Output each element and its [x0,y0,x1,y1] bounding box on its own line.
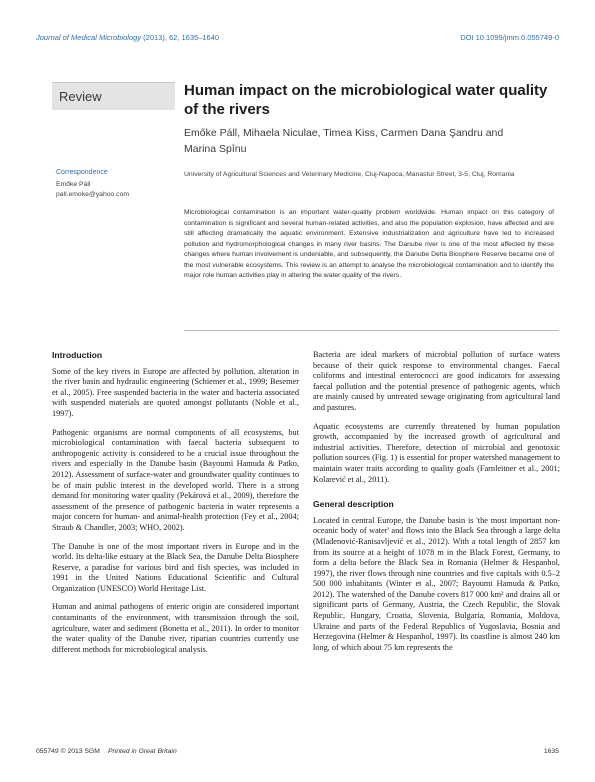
copyright-code: 055749 © 2013 SGM [36,748,100,755]
correspondence-name: Emőke Páll [56,181,91,188]
body-column-left [52,350,299,663]
body-paragraph: Located in central Europe, the Danube basin is 'the most important non-oceanic body of water' and flows into the Black Sea through a large delta (Mladenović-Ranisavljević et al., 2012). With a total length of 2857 km from its source at a height of 1078 m in the Black Forest, Germany, to form a delta before the Black Sea in Romania (Helmer & Hespanhol, 1997), the river flows through nine countries and five capitals with 0.5–2 500 000 inhabitants (Winter et al., 2007; Bayoumi Hamuda & Patko, 2012). The watershed of the Danube covers 817 000 km² and drains all or significant parts of Germany, Austria, the Czech Republic, the Slovak Republic, Hungary, Croatia, Slovenia, Bulgaria, Romania, Moldova, Ukraine and parts of the Federal Republics of Yugoslavia, Bosnia and Herzegovina (Helmer & Hespanhol, 1997). Its coastline is almost 240 km long, of which about 75 km represents the [313,515,560,652]
printed-in: Printed in Great Britain [107,748,177,755]
section-heading-introduction: Introduction [52,350,103,360]
journal-citation [36,33,219,42]
article-type-badge [52,82,175,110]
body-paragraph: Some of the key rivers in Europe are affected by pollution, alteration in the river basin and hydraulic engineering (Schiemer et al., 1999; Besemer et al., 2005). Free suspended bacteria in the water and bacteria associated with suspended materials are quoted amongst pollutants (Noble et al., 1997). [52,366,299,418]
correspondence-label: Correspondence [56,169,108,176]
body-paragraph: Human and animal pathogens of enteric origin are considered important contaminants of the environment, with transmission through the soil, agriculture, water and sediment (Bonetta et al., 2011). In order to monitor the water quality of the Danube river, riparian countries currently use different methods for microbiological analysis. [52,602,299,654]
running-header [36,33,559,47]
affiliation: University of Agricultural Sciences and Veterinary Medicine, Cluj-Napoca, Manastur Street, 3-5, Cluj, Romania [184,171,515,178]
correspondence-block [56,168,176,200]
page-number: 1635 [543,748,559,755]
abstract-divider [184,330,559,331]
article-title: Human impact on the microbiological water quality of the rivers [184,82,548,118]
section-heading-general-description: General description [313,499,394,510]
body-paragraph: The Danube is one of the most important rivers in Europe and in the world. Its delta-like estuary at the Black Sea, the Danube Delta Biosphere Reserve, a paradise for various bird and fish species, was included in 1991 in the United Nations Educational Scientific and Cultural Organization (UNESCO) World Heritage List. [52,541,299,593]
body-paragraph: Bacteria are ideal markers of microbial pollution of surface waters because of their quick response to environmental changes. Faecal coliforms and intestinal enterococci are good indicators for assessing faecal pollution and the potential presence of pathogenic agents, which are mainly caused by untreated sewage originating from agricultural land and pastures. [313,350,560,412]
author-list: Emőke Páll, Mihaela Niculae, Timea Kiss, Carmen Dana Şandru and Marina Spînu [184,127,504,155]
page-footer [36,748,559,760]
body-column-right [313,350,560,661]
body-paragraph: Pathogenic organisms are normal components of all ecosystems, but microbiological contamination with faecal bacteria subsequent to anthropogenic activity is considered to be a crucial issue throughout the rivers and especially in the Danube basin (Bayoumi Hamuda & Patko, 2012). Assessment of surface-water and groundwater quality continues to be of main public interest in the developed world. There is a strong demand for monitoring water quality (Pekárová et al., 2009), therefore the assessment of the presence of pathogenic bacteria in water represents a major concern for human- and animal-health protection (Fey et al., 2004; Straub & Chandler, 2003; WHO, 2002). [52,427,299,532]
body-paragraph: Aquatic ecosystems are currently threatened by human population growth, accompanied by the increased growth of agricultural and industrial activities. Therefore, detection of microbial and genotoxic pollution sources (Fig. 1) is essential for proper watershed management to maintain water traits according to quality goals (Farnleitner et al., 2001; Kolarević et al., 2011). [313,421,560,484]
doi-link[interactable]: DOI 10.1099/jmm.0.055749-0 [460,33,559,42]
citation-volume: (2013), 62, 1635–1640 [141,33,220,42]
footer-left [36,748,177,755]
abstract: Microbiological contamination is an important water-quality problem worldwide. Human impact on this category of contamination is significant and several human-related activities, and also the population explosion, have affected and are still affecting dramatically the aquatic environment. Extensive industrialization and agriculture have led to increased pollution and hydromorphological changes in many river basins. The Danube river is one of the most affected by these changes where human involvement is undeniable, and subsequently, the Danube Delta Biosphere Reserve became one of the most vulnerable ecosystems. This review is an attempt to analyse the microbiological contamination and to identify the major role human activities play in altering the water quality of the rivers. [184,209,554,279]
correspondence-email[interactable]: pall.emoke@yahoo.com [56,191,130,198]
article-type-label: Review [59,89,102,104]
journal-name: Journal of Medical Microbiology [36,33,142,42]
